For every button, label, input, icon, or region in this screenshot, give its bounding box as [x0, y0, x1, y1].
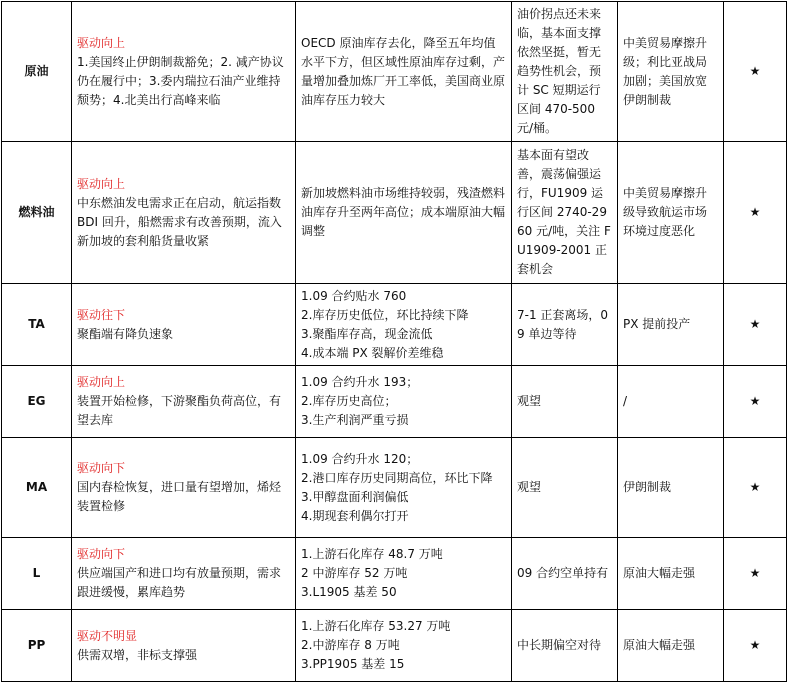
inventory-cell: [296, 538, 512, 610]
table-row: [2, 366, 787, 438]
table-row: [2, 2, 787, 142]
inventory-cell: [296, 366, 512, 438]
rating-star-icon: ★: [724, 142, 787, 284]
rating-star-icon: ★: [724, 610, 787, 682]
table-row: [2, 438, 787, 538]
inventory-line: 1.上游石化库存 48.7 万吨: [301, 547, 443, 561]
strategy-cell: 观望: [512, 438, 618, 538]
driver-reason: 1.美国终止伊朗制裁豁免；2. 减产协议仍在履行中；3.委内瑞拉石油产业维持颓势；4.北美出行高峰来临: [77, 54, 284, 107]
driver-label: 驱动向上: [77, 176, 126, 191]
rating-star-icon: ★: [724, 366, 787, 438]
inventory-line: 1.09 合约升水 193；: [301, 375, 419, 389]
inventory-line: 2 中游库存 52 万吨: [301, 566, 408, 580]
commodity-name: EG: [2, 366, 72, 438]
inventory-line: 4.期现套利偶尔打开: [301, 508, 409, 523]
risk-cell: 原油大幅走强: [618, 538, 724, 610]
commodity-name: MA: [2, 438, 72, 538]
strategy-cell: 09 合约空单持有: [512, 538, 618, 610]
inventory-cell: [296, 284, 512, 366]
rating-star-icon: ★: [724, 2, 787, 142]
driver-reason: 聚酯端有降负速象: [77, 326, 174, 341]
inventory-line: 3.甲醇盘面利润偏低: [301, 489, 409, 504]
inventory-line: 3.L1905 基差 50: [301, 585, 397, 599]
inventory-cell: [296, 610, 512, 682]
inventory-line: 1.09 合约贴水 760: [301, 288, 407, 303]
risk-cell: 伊朗制裁: [618, 438, 724, 538]
inventory-cell: [296, 438, 512, 538]
inventory-line: 1.上游石化库存 53.27 万吨: [301, 619, 451, 633]
driver-cell: [72, 2, 296, 142]
strategy-cell: 7-1 正套离场，09 单边等待: [512, 284, 618, 366]
commodity-name: 燃料油: [2, 142, 72, 284]
rating-star-icon: ★: [724, 284, 787, 366]
inventory-line: 2.中游库存 8 万吨: [301, 638, 400, 652]
driver-label: 驱动向上: [77, 35, 126, 50]
table-row: [2, 142, 787, 284]
driver-label: 驱动向上: [77, 375, 126, 389]
driver-reason: 供应端国产和进口均有放量预期，需求跟进缓慢，累库趋势: [77, 566, 282, 599]
commodity-name: PP: [2, 610, 72, 682]
commodity-name: 原油: [2, 2, 72, 142]
driver-label: 驱动不明显: [77, 628, 138, 643]
table-row: [2, 538, 787, 610]
driver-cell: [72, 538, 296, 610]
commodity-name: TA: [2, 284, 72, 366]
rating-star-icon: ★: [724, 538, 787, 610]
driver-cell: [72, 610, 296, 682]
inventory-line: 3.PP1905 基差 15: [301, 657, 405, 671]
driver-reason: 中东燃油发电需求正在启动，航运指数 BDI 回升，船燃需求有改善预期，流入新加坡的套利船货量收紧: [77, 195, 282, 248]
driver-cell: [72, 284, 296, 366]
strategy-cell: 油价拐点还未来临，基本面支撑依然坚挺，暂无趋势性机会，预计 SC 短期运行区间 470-500 元/桶。: [512, 2, 618, 142]
risk-cell: 中美贸易摩擦升级；利比亚战局加剧；美国放宽伊朗制裁: [618, 2, 724, 142]
inventory-line: 2.库存历史低位，环比持续下降: [301, 307, 469, 322]
inventory-cell: OECD 原油库存去化，降至五年均值水平下方，但区域性原油库存过剩，产量增加叠加炼厂开工率低，美国商业原油库存压力较大: [296, 2, 512, 142]
commodity-name: L: [2, 538, 72, 610]
risk-cell: PX 提前投产: [618, 284, 724, 366]
strategy-cell: 基本面有望改善，震荡偏强运行，FU1909 运行区间 2740-2960 元/吨，关注 FU1909-2001 正套机会: [512, 142, 618, 284]
rating-star-icon: ★: [724, 438, 787, 538]
strategy-cell: 观望: [512, 366, 618, 438]
driver-label: 驱动向下: [77, 461, 126, 475]
driver-label: 驱动向下: [77, 547, 126, 561]
inventory-cell: 新加坡燃料油市场维持较弱，残渣燃料油库存升至两年高位；成本端原油大幅调整: [296, 142, 512, 284]
inventory-line: 4.成本端 PX 裂解价差维稳: [301, 345, 444, 360]
driver-reason: 供需双增，非标支撑强: [77, 647, 198, 662]
inventory-line: 2.港口库存历史同期高位，环比下降: [301, 470, 493, 485]
driver-cell: [72, 366, 296, 438]
strategy-cell: 中长期偏空对待: [512, 610, 618, 682]
risk-cell: 中美贸易摩擦升级导致航运市场环境过度恶化: [618, 142, 724, 284]
risk-cell: 原油大幅走强: [618, 610, 724, 682]
inventory-line: 3.聚酯库存高，现金流低: [301, 326, 433, 341]
commodity-table: [1, 1, 787, 682]
driver-reason: 装置开始检修，下游聚酯负荷高位，有望去库: [77, 394, 282, 427]
driver-cell: [72, 142, 296, 284]
driver-cell: [72, 438, 296, 538]
inventory-line: 3.生产利润严重亏损: [301, 413, 409, 427]
table-row: [2, 610, 787, 682]
table-row: [2, 284, 787, 366]
driver-reason: 国内春检恢复，进口量有望增加，烯烃装置检修: [77, 480, 282, 513]
driver-label: 驱动往下: [77, 307, 126, 322]
risk-cell: /: [618, 366, 724, 438]
inventory-line: 2.库存历史高位；: [301, 394, 397, 408]
inventory-line: 1.09 合约升水 120；: [301, 451, 419, 466]
